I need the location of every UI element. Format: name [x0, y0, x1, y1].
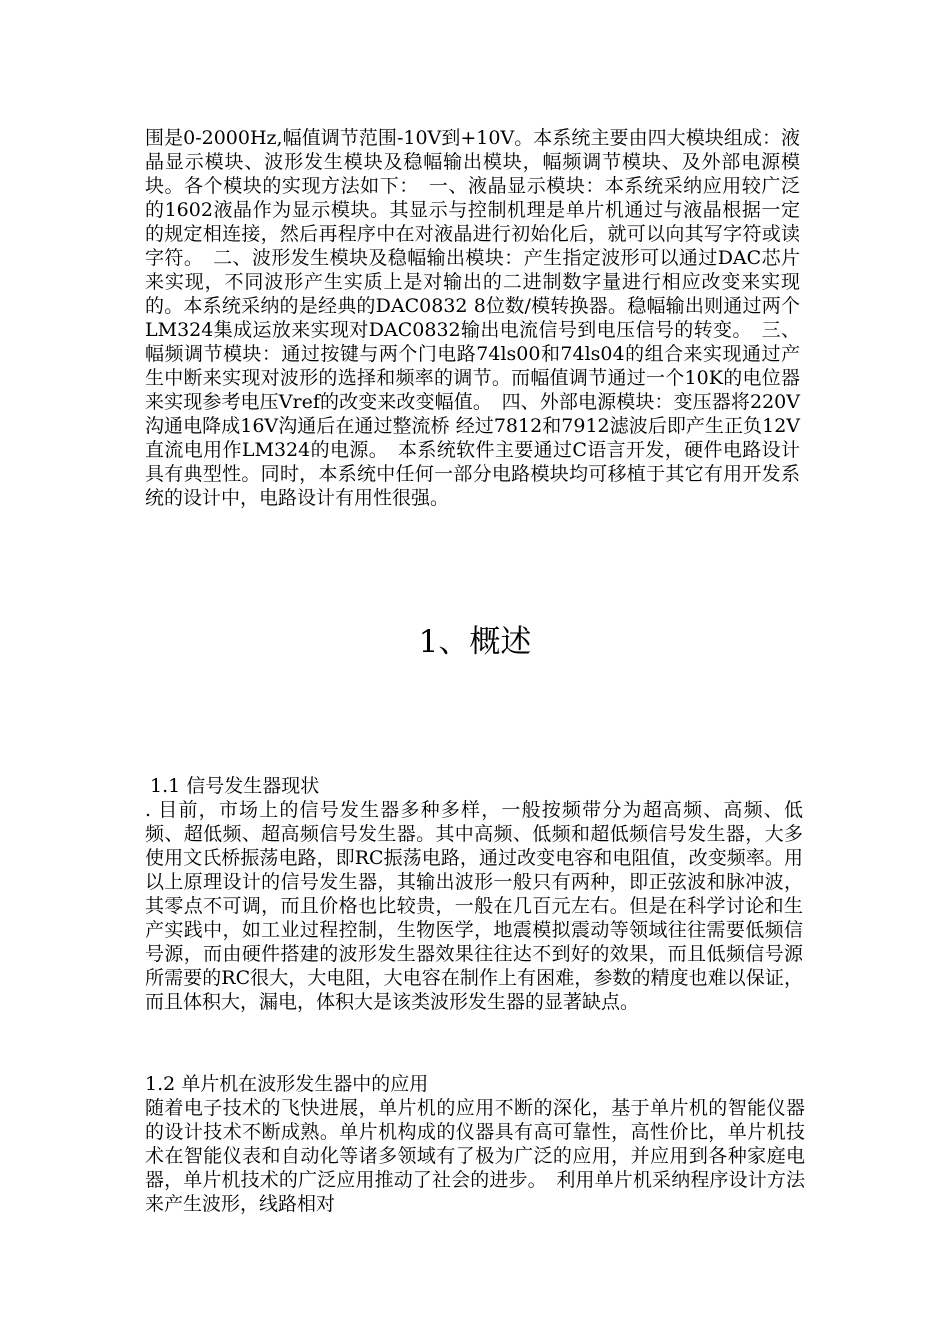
subsection-heading-1-2: 1.2 单片机在波形发生器中的应用: [145, 1073, 429, 1095]
intro-paragraph: 围是0-2000Hz,幅值调节范围-10V到+10V。本系统主要由四大模块组成：液晶显示模块、波形发生模块及稳幅输出模块，幅频调节模块、及外部电源模块。各个模块的实现方法如下： 一、液晶显示模块：本系统采纳应用较广泛的1602液晶作为显示模块。其显示与控制机理是单片机通过与液晶根据一定的规定相连接，然后再程序中在对液晶进行初始化后，就可以向其写字符或读字符。 二、波形发生模块及稳幅输出模块：产生指定波形可以通过DAC芯片来实现，不同波形产生实质上是对输出的二进制数字量进行相应改变来实现的。本系统采纳的是经典的DAC0832 8位数/模转换器。稳幅输出则通过两个LM324集成运放来实现对DAC0832输出电流信号到电压信号的转变。 三、幅频调节模块：通过按键与两个门电路74ls00和74ls04的组合来实现通过产生中断来实现对波形的选择和频率的调节。而幅值调节通过一个10K的电位器来实现参考电压Vref的改变来改变幅值。 四、外部电源模块：变压器将220V沟通电降成16V沟通后在通过整流桥 经过7812和7912滤波后即产生正负12V直流电用作LM324的电源。 本系统软件主要通过C语言开发，硬件电路设计具有典型性。同时，本系统中任何一部分电路模块均可移植于其它有用开发系统的设计中，电路设计有用性很强。: [145, 127, 800, 509]
subsection-body-1-2: 随着电子技术的飞快进展，单片机的应用不断的深化，基于单片机的智能仪器的设计技术不断成熟。单片机构成的仪器具有高可靠性，高性价比，单片机技术在智能仪表和自动化等诸多领域有了极为广泛的应用，并应用到各种家庭电器，单片机技术的广泛应用推动了社会的进步。 利用单片机采纳程序设计方法来产生波形，线路相对: [145, 1097, 805, 1215]
subsection-body-1-1: . 目前，市场上的信号发生器多种多样，一般按频带分为超高频、高频、低频、超低频、超高频信号发生器。其中高频、低频和超低频信号发生器，大多使用文氏桥振荡电路，即RC振荡电路，通过改变电容和电阻值，改变频率。用以上原理设计的信号发生器，其输出波形一般只有两种，即正弦波和脉冲波，其零点不可调，而且价格也比较贵，一般在几百元左右。但是在科学讨论和生产实践中，如工业过程控制，生物医学，地震模拟震动等领域往往需要低频信号源，而由硬件搭建的波形发生器效果往往达不到好的效果，而且低频信号源所需要的RC很大，大电阻，大电容在制作上有困难，参数的精度也难以保证，而且体积大，漏电，体积大是该类波形发生器的显著缺点。: [145, 799, 803, 1013]
section-title: 1、概述: [418, 624, 532, 660]
subsection-heading-1-1: 1.1 信号发生器现状: [150, 775, 320, 797]
